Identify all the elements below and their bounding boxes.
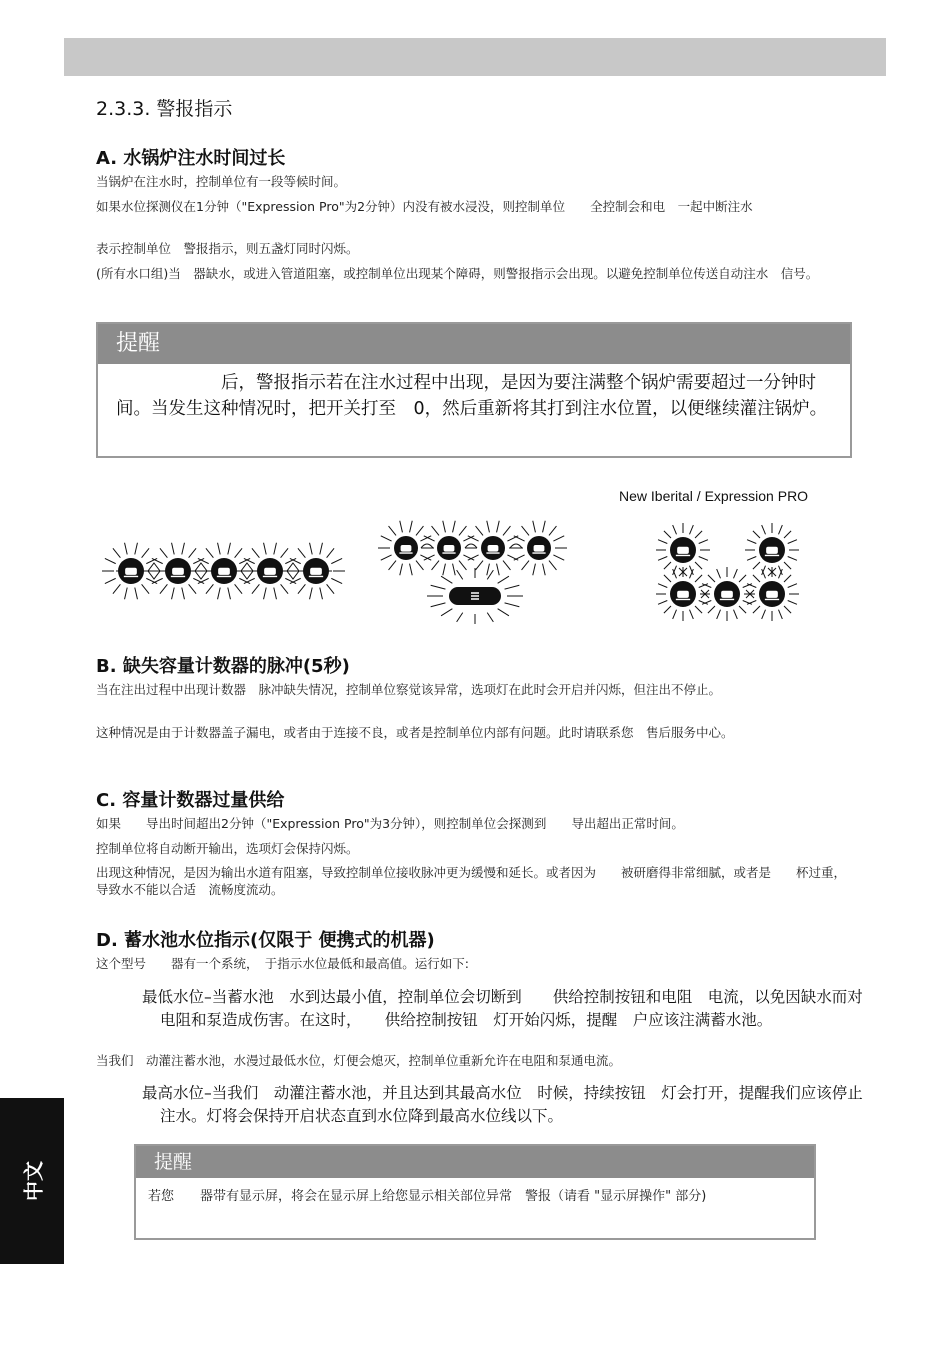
note-body: 后，警报指示若在注水过程中出现，是因为要注满整个锅炉需要超过一分钟时间。当发生这种情况时，把开关打至 0，然后重新将其打到注水位置，以便继续灌注锅炉。	[116, 373, 828, 419]
paragraph-a4: (所有水口组)当 器缺水，或进入管道阻塞，或控制单位出现某个障碍，则警报指示会出现。以避免控制单位传送自动注水 信号。	[96, 266, 819, 281]
indicator-light-icon	[511, 521, 567, 576]
indicator-light-icon	[287, 543, 345, 600]
paragraph-d-mid: 当我们 动灌注蓄水池，水漫过最低水位，灯便会熄灭，控制单位重新允许在电阻和泵通电流。	[96, 1053, 622, 1068]
paragraph-c3: 出现这种情况，是因为输出水道有阻塞，导致控制单位接收脉冲更为缓慢和延长。或者因为 被研磨得非常细腻，或者是 杯过重，导致水不能以合适 流畅度流动。	[96, 865, 847, 897]
heading-b: B. 缺失容量计数器的脉冲(5秒)	[96, 656, 350, 677]
heading-a: A. 水锅炉注水时间过长	[96, 148, 286, 169]
display-button-icon	[427, 568, 523, 624]
section-title: 2.3.3. 警报指示	[96, 98, 233, 120]
connector-arc-icon	[465, 544, 477, 548]
note-box-1	[96, 322, 852, 458]
connector-arc-icon	[510, 544, 522, 548]
paragraph-c2: 控制单位将自动断开输出，选项灯会保持闪烁。	[96, 841, 359, 856]
model-label: New Iberital / Expression PRO	[619, 488, 809, 504]
note-body: 若您 器带有显示屏，将会在显示屏上给您显示相关部位异常 警报（请看 "显示屏操作" 部分)	[148, 1189, 707, 1204]
paragraph-d-intro: 这个型号 器有一个系统， 于指示水位最低和最高值。运行如下:	[96, 956, 469, 971]
paragraph-a1: 当锅炉在注水时，控制单位有一段等候时间。	[96, 174, 347, 189]
header-bar	[64, 38, 886, 76]
paragraph-b1: 当在注出过程中出现计数器 脉冲缺失情况，控制单位察觉该异常，选项灯在此时会开启并闪烁，但注出不停止。	[96, 682, 722, 697]
connector-arc-icon	[421, 544, 433, 548]
indicator-light-icon	[745, 567, 799, 621]
language-tab	[0, 1098, 64, 1264]
five-lights-panel	[106, 536, 342, 606]
pro-lights-panel	[650, 520, 802, 624]
note-title: 提醒	[98, 324, 850, 364]
heading-c: C. 容量计数器过量供给	[96, 790, 285, 811]
four-lights-display-panel	[374, 520, 576, 626]
paragraph-b2: 这种情况是由于计数器盖子漏电，或者由于连接不良，或者是控制单位内部有问题。此时请联系您 售后服务中心。	[96, 725, 734, 740]
language-label: 中文	[21, 1161, 46, 1201]
paragraph-c1: 如果 导出时间超出2分钟（"Expression Pro"为3分钟），则控制单位会探测到 导出超出正常时间。	[96, 816, 684, 831]
note-box-2	[134, 1144, 816, 1240]
heading-d: D. 蓄水池水位指示(仅限于 便携式的机器)	[96, 930, 435, 951]
bullet-min-level: 最低水位–当蓄水池 水到达最小值，控制单位会切断到 供给控制按钮和电阻 电流，以免因缺水而对电阻和泵造成伤害。在这时， 供给控制按钮 灯开始闪烁，提醒 户应该注满蓄水池。	[142, 988, 863, 1029]
note-title: 提醒	[136, 1146, 814, 1178]
paragraph-a2: 如果水位探测仪在1分钟（"Expression Pro"为2分钟）内没有被水浸没，则控制单位 全控制会和电 一起中断注水	[96, 199, 753, 214]
paragraph-a3: 表示控制单位 警报指示，则五盏灯同时闪烁。	[96, 241, 359, 256]
bullet-max-level: 最高水位–当我们 动灌注蓄水池，并且达到其最高水位 时候，持续按钮 灯会打开，提醒我们应该停止注水。灯将会保持开启状态直到水位降到最高水位线以下。	[142, 1084, 863, 1125]
